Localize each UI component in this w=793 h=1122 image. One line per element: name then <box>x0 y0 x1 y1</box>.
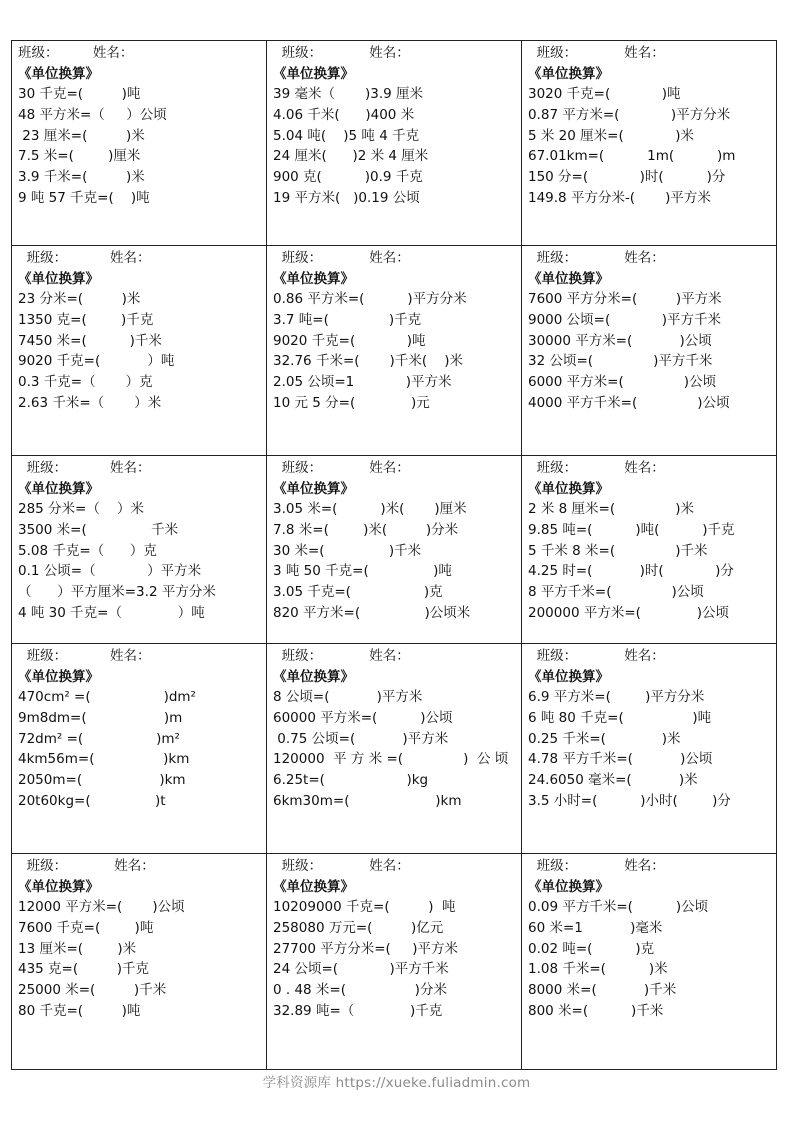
conversion-question: 800 米=( )千米 <box>528 1002 664 1019</box>
exercise-card <box>267 456 522 644</box>
class-name-header: 班级： 姓名： <box>273 648 410 664</box>
exercise-card <box>12 456 267 644</box>
exercise-card <box>12 41 267 246</box>
conversion-question: 258080 万元=( )亿元 <box>273 920 444 937</box>
conversion-question: 8 平方千米=( )公顷 <box>528 584 704 601</box>
conversion-question: 7.5 米=( )厘米 <box>18 148 141 165</box>
conversion-question: 2.63 千米=（ ）米 <box>18 394 162 411</box>
conversion-question: 0.75 公顷=( )平方米 <box>273 730 449 747</box>
conversion-question: 24 公顷=( )平方千米 <box>273 961 449 978</box>
conversion-question: 6000 平方米=( )公顷 <box>528 374 717 391</box>
exercise-card <box>522 41 776 246</box>
exercise-card <box>267 41 522 246</box>
card-title: 《单位换算》 <box>18 270 99 287</box>
conversion-question: 9000 公顷=( )平方千米 <box>528 312 721 329</box>
conversion-question: 30 千克=( )吨 <box>18 86 141 103</box>
exercise-card <box>522 456 776 644</box>
card-title: 《单位换算》 <box>18 668 99 685</box>
conversion-question: 6 吨 80 千克=( )吨 <box>528 710 712 727</box>
conversion-question: 4.78 平方千米=( )公顷 <box>528 751 713 768</box>
conversion-question: 200000 平方米=( )公顷 <box>528 604 729 621</box>
conversion-question: 4.06 千米( )400 米 <box>273 107 415 124</box>
card-title: 《单位换算》 <box>273 270 354 287</box>
conversion-question: 3.05 米=( )米( )厘米 <box>273 501 467 518</box>
class-name-header: 班级： 姓名： <box>18 250 151 266</box>
conversion-question: 3 吨 50 千克=( )吨 <box>273 563 452 580</box>
card-title: 《单位换算》 <box>273 480 354 497</box>
card-title: 《单位换算》 <box>18 480 99 497</box>
conversion-question: 3.05 千克=( )克 <box>273 584 443 601</box>
conversion-question: 3.7 吨=( )千克 <box>273 312 422 329</box>
conversion-question: 1.08 千米=( )米 <box>528 961 668 978</box>
conversion-question: 7450 米=( )千米 <box>18 332 162 349</box>
exercise-card <box>12 854 267 1069</box>
conversion-question: 9.85 吨=( )吨( )千克 <box>528 522 735 539</box>
conversion-question: 3020 千克=( )吨 <box>528 86 681 103</box>
exercise-card <box>522 854 776 1069</box>
conversion-question: 23 厘米=( )米 <box>18 127 145 144</box>
conversion-question: 80 千克=( )吨 <box>18 1002 141 1019</box>
conversion-question: 0.09 平方千米=( )公顷 <box>528 899 709 916</box>
conversion-question: 9m8dm=( )m <box>18 710 183 727</box>
card-title: 《单位换算》 <box>273 65 354 82</box>
conversion-question: 120000 平 方 米 =( ) 公 顷 <box>273 751 509 768</box>
exercise-card <box>12 644 267 854</box>
class-name-header: 班级： 姓名： <box>273 250 410 266</box>
card-title: 《单位换算》 <box>273 668 354 685</box>
conversion-question: 27700 平方分米=( )平方米 <box>273 940 459 957</box>
card-title: 《单位换算》 <box>273 878 354 895</box>
conversion-question: 0.86 平方米=( )平方分米 <box>273 291 467 308</box>
conversion-question: 5 米 20 厘米=( )米 <box>528 127 694 144</box>
conversion-question: 20t60kg=( )t <box>18 792 166 809</box>
class-name-header: 班级： 姓名： <box>528 45 665 61</box>
class-name-header: 班级： 姓名： <box>18 460 151 476</box>
conversion-question: 32.76 千米=( )千米( )米 <box>273 353 464 370</box>
exercise-card <box>522 246 776 456</box>
conversion-question: 285 分米=（ ）米 <box>18 501 145 518</box>
exercise-card <box>267 854 522 1069</box>
conversion-question: 0.1 公顷=（ ）平方米 <box>18 563 202 580</box>
conversion-question: 48 平方米=（ ）公顷 <box>18 107 167 124</box>
class-name-header: 班级： 姓名： <box>18 648 151 664</box>
card-title: 《单位换算》 <box>528 878 609 895</box>
conversion-question: 23 分米=( )米 <box>18 291 141 308</box>
conversion-question: 3.5 小时=( )小时( )分 <box>528 792 731 809</box>
footer-watermark: 学科资源库 https://xueke.fuliadmin.com <box>262 1075 531 1091</box>
conversion-question: 60000 平方米=( )公顷 <box>273 710 453 727</box>
exercise-card <box>267 644 522 854</box>
conversion-question: 4000 平方千米=( )公顷 <box>528 394 730 411</box>
conversion-question: 7.8 米=( )米( )分米 <box>273 522 459 539</box>
card-title: 《单位换算》 <box>18 65 99 82</box>
class-name-header: 班级： 姓名： <box>18 858 155 874</box>
worksheet-grid <box>11 40 777 1070</box>
class-name-header: 班级： 姓名： <box>528 648 665 664</box>
class-name-header: 班级： 姓名： <box>273 45 410 61</box>
conversion-question: 900 克( )0.9 千克 <box>273 169 423 186</box>
conversion-question: 1350 克=( )千克 <box>18 312 154 329</box>
conversion-question: 6km30m=( )km <box>273 792 462 809</box>
conversion-question: 470cm² =( )dm² <box>18 689 196 706</box>
conversion-question: 13 厘米=( )米 <box>18 940 137 957</box>
conversion-question: 0.02 吨=( )克 <box>528 940 655 957</box>
conversion-question: 4.25 时=( )时( )分 <box>528 563 734 580</box>
exercise-card <box>267 246 522 456</box>
conversion-question: 3500 米=( 千米 <box>18 522 179 539</box>
conversion-question: （ ）平方厘米=3.2 平方分米 <box>18 584 216 601</box>
class-name-header: 班级： 姓名： <box>18 45 134 61</box>
conversion-question: 150 分=( )时( )分 <box>528 169 726 186</box>
conversion-question: 24.6050 毫米=( )米 <box>528 772 698 789</box>
conversion-question: 10209000 千克=( ) 吨 <box>273 899 456 916</box>
conversion-question: 8000 米=( )千米 <box>528 982 677 999</box>
conversion-question: 0 . 48 米=( )分米 <box>273 982 447 999</box>
conversion-question: 24 厘米( )2 米 4 厘米 <box>273 148 429 165</box>
conversion-question: 32 公顷=( )平方千米 <box>528 353 713 370</box>
conversion-question: 4 吨 30 千克=（ ）吨 <box>18 604 205 621</box>
conversion-question: 10 元 5 分=( )元 <box>273 394 430 411</box>
card-title: 《单位换算》 <box>528 480 609 497</box>
exercise-card <box>522 644 776 854</box>
conversion-question: 5 千米 8 米=( )千米 <box>528 542 708 559</box>
conversion-question: 820 平方米=( )公顷米 <box>273 604 471 621</box>
conversion-question: 30 米=( )千米 <box>273 542 422 559</box>
conversion-question: 2 米 8 厘米=( )米 <box>528 501 694 518</box>
conversion-question: 8 公顷=( )平方米 <box>273 689 423 706</box>
conversion-question: 2050m=( )km <box>18 772 186 789</box>
conversion-question: 0.25 千米=( )米 <box>528 730 681 747</box>
card-title: 《单位换算》 <box>18 878 99 895</box>
conversion-question: 149.8 平方分米-( )平方米 <box>528 189 711 206</box>
conversion-question: 25000 米=( )千米 <box>18 982 167 999</box>
conversion-question: 0.3 千克=（ ）克 <box>18 374 153 391</box>
card-title: 《单位换算》 <box>528 65 609 82</box>
conversion-question: 7600 平方分米=( )平方米 <box>528 291 722 308</box>
conversion-question: 0.87 平方米=( )平方分米 <box>528 107 731 124</box>
conversion-question: 6.9 平方米=( )平方分米 <box>528 689 705 706</box>
conversion-question: 6.25t=( )kg <box>273 772 429 789</box>
card-title: 《单位换算》 <box>528 668 609 685</box>
conversion-question: 72dm² =( )m² <box>18 730 180 747</box>
class-name-header: 班级： 姓名： <box>273 858 410 874</box>
class-name-header: 班级： 姓名： <box>528 858 665 874</box>
conversion-question: 5.08 千克=（ ）克 <box>18 542 157 559</box>
card-title: 《单位换算》 <box>528 270 609 287</box>
conversion-question: 9 吨 57 千克=( )吨 <box>18 189 150 206</box>
conversion-question: 9020 千克=( )吨 <box>273 332 426 349</box>
conversion-question: 67.01km=( 1m( )m <box>528 148 736 165</box>
conversion-question: 435 克=( )千克 <box>18 961 150 978</box>
class-name-header: 班级： 姓名： <box>273 460 410 476</box>
conversion-question: 30000 平方米=( )公顷 <box>528 332 712 349</box>
conversion-question: 9020 千克=( ）吨 <box>18 353 175 370</box>
conversion-question: 2.05 公顷=1 )平方米 <box>273 374 452 391</box>
class-name-header: 班级： 姓名： <box>528 460 665 476</box>
class-name-header: 班级： 姓名： <box>528 250 665 266</box>
exercise-card <box>12 246 267 456</box>
conversion-question: 5.04 吨( )5 吨 4 千克 <box>273 127 420 144</box>
conversion-question: 39 毫米（ )3.9 厘米 <box>273 86 424 103</box>
conversion-question: 7600 千克=( )吨 <box>18 920 154 937</box>
conversion-question: 60 米=1 )毫米 <box>528 920 663 937</box>
conversion-question: 32.89 吨=（ )千克 <box>273 1002 443 1019</box>
conversion-question: 12000 平方米=( )公顷 <box>18 899 185 916</box>
conversion-question: 3.9 千米=( )米 <box>18 169 145 186</box>
conversion-question: 19 平方米( )0.19 公顷 <box>273 189 420 206</box>
conversion-question: 4km56m=( )km <box>18 751 190 768</box>
